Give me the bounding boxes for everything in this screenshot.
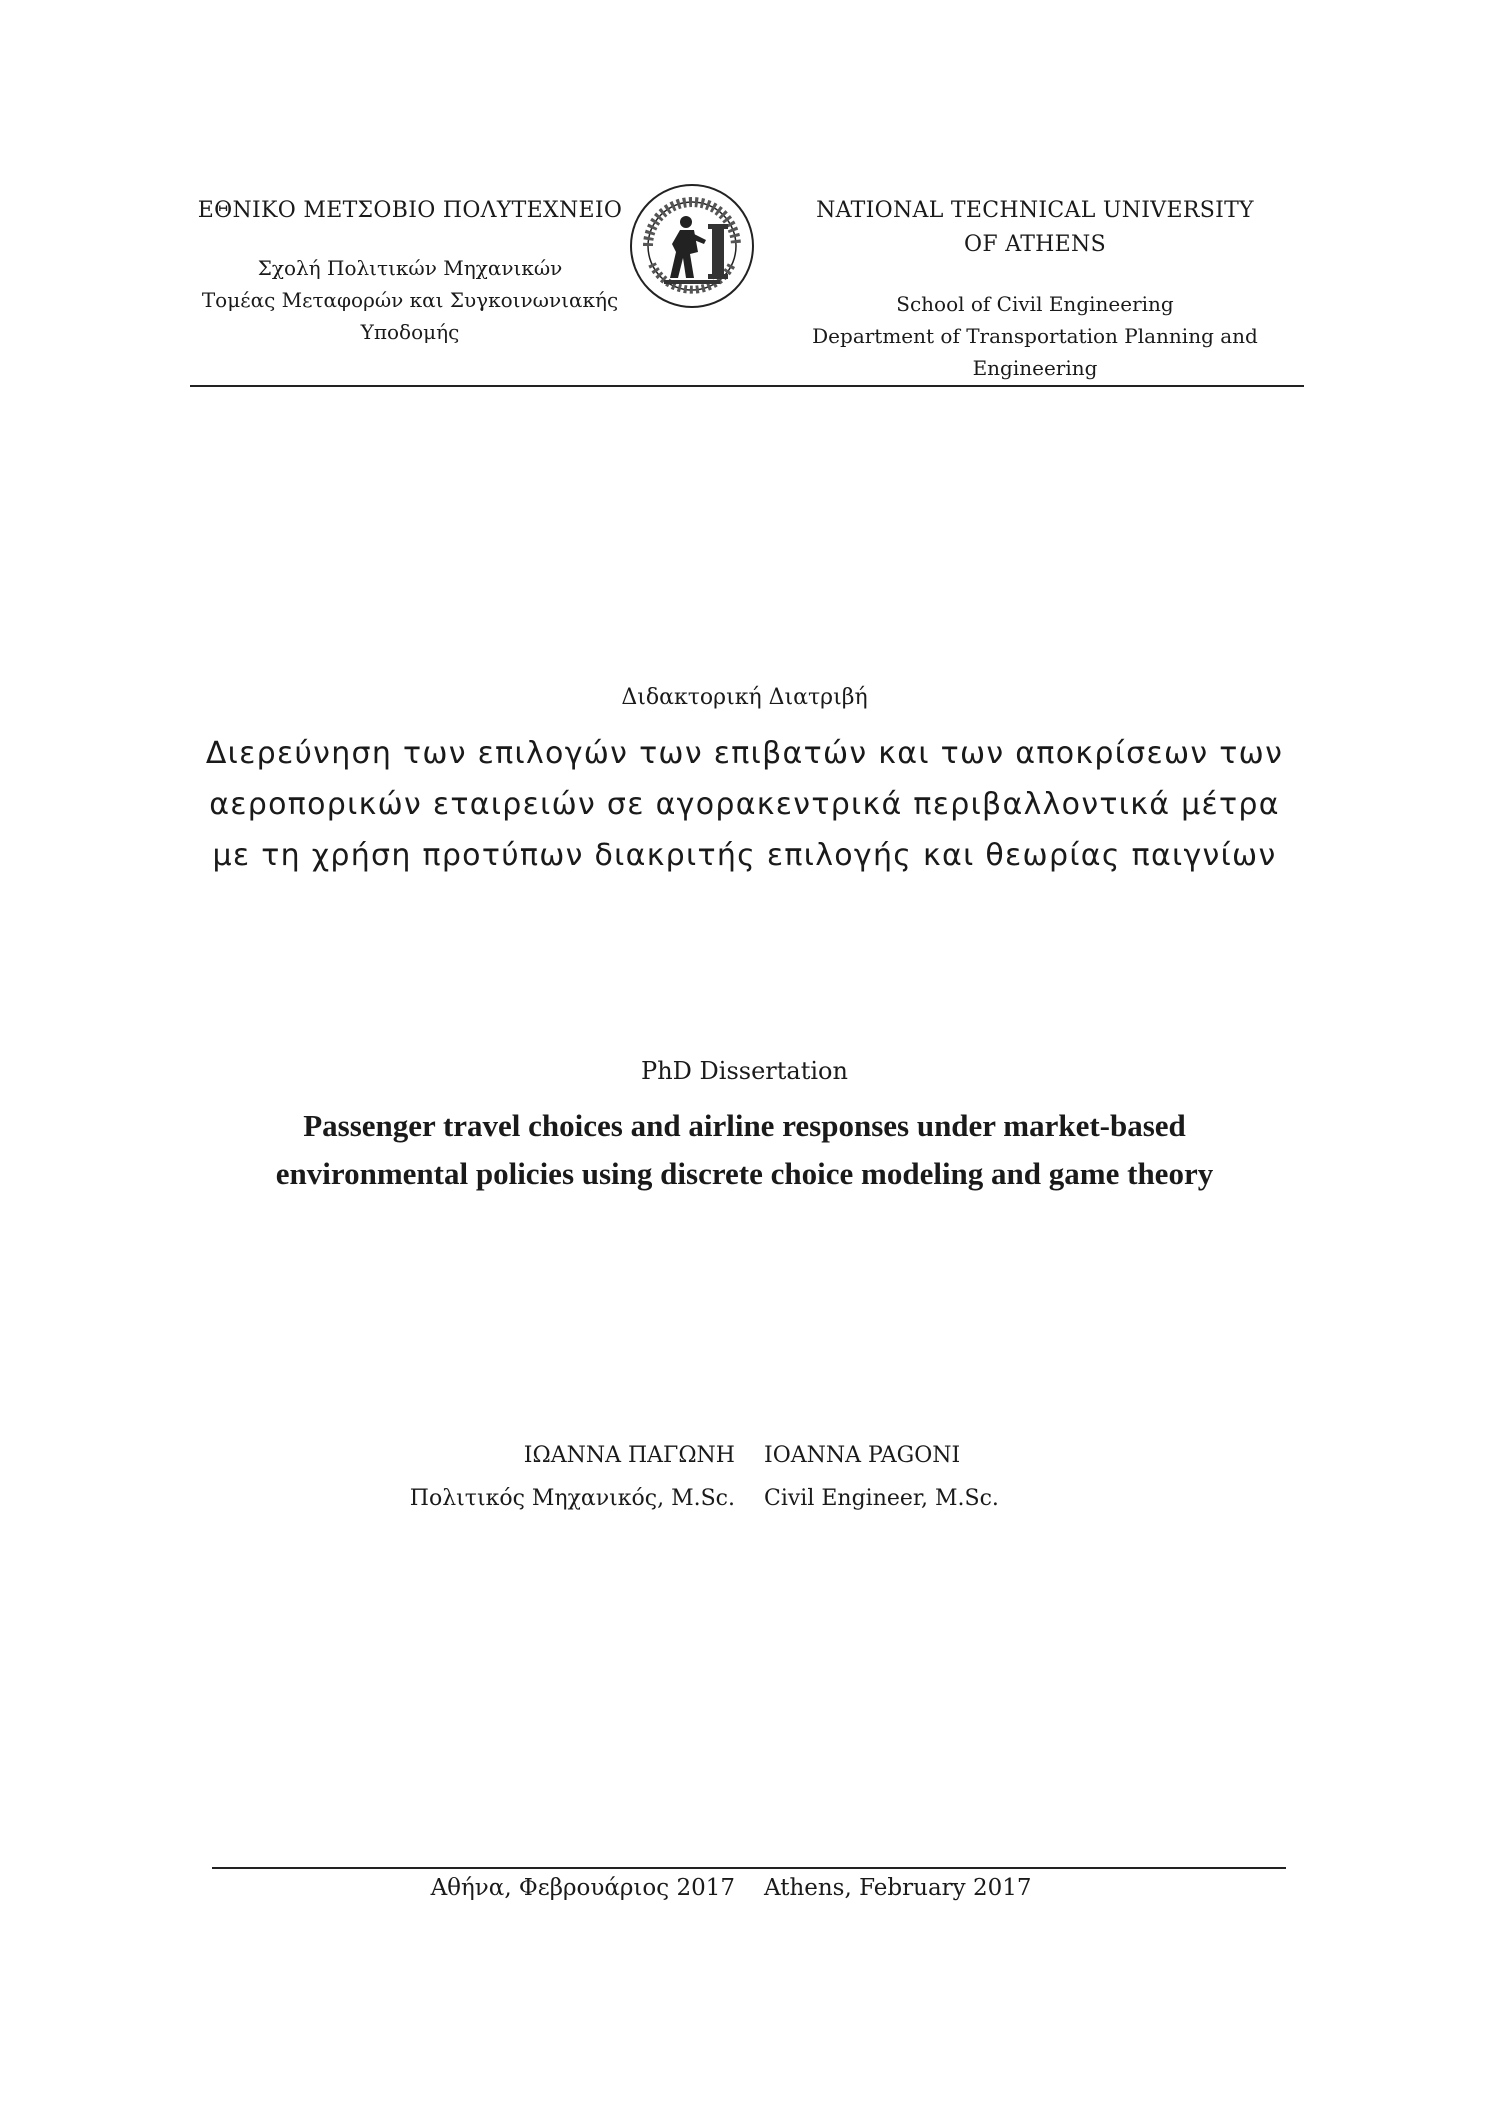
header-right: [800, 194, 1270, 384]
university-seal-icon: [628, 182, 756, 310]
header-left: [195, 194, 625, 348]
institution-name-english: NATIONAL TECHNICAL UNIVERSITY OF ATHENS: [816, 198, 1254, 257]
footer-divider: [212, 1867, 1286, 1869]
school-name-english: School of Civil Engineering: [896, 292, 1174, 316]
dissertation-title-greek: Διερεύνηση των επιλογών των επιβατών και των αποκρίσεων των αεροπορικών εταιρειών σε αγορακεντρικά περιβαλλοντικά μέτρα με τη χρήση προτύπων διακριτής επιλογής και θεωρίας παιγνίων: [205, 736, 1284, 873]
author-block-greek: [410, 1434, 735, 1520]
date-english: Athens, February 2017: [764, 1875, 1032, 1901]
document-type-english: PhD Dissertation: [641, 1057, 848, 1085]
dissertation-title-english: Passenger travel choices and airline responses under market-based environmental policies using discrete choice modeling and game theory: [275, 1108, 1214, 1191]
school-name-greek: Σχολή Πολιτικών Μηχανικών: [257, 256, 563, 280]
header-divider: [190, 385, 1304, 387]
department-name-greek: Τομέας Μεταφορών και Συγκοινωνιακής Υποδομής: [201, 288, 619, 344]
author-name-english: IOANNA PAGONI: [764, 1443, 961, 1468]
department-name-english: Department of Transportation Planning and Engineering: [812, 324, 1258, 380]
author-degree-english: Civil Engineer, M.Sc.: [764, 1486, 999, 1511]
date-greek: Αθήνα, Φεβρουάριος 2017: [430, 1875, 735, 1901]
institution-name-greek: ΕΘΝΙΚΟ ΜΕΤΣΟΒΙΟ ΠΟΛΥΤΕΧΝΕΙΟ: [197, 198, 623, 223]
author-name-greek: ΙΩΑΝΝΑ ΠΑΓΩΝΗ: [523, 1443, 735, 1468]
document-type-greek: Διδακτορική Διατριβή: [621, 685, 868, 710]
author-degree-greek: Πολιτικός Μηχανικός, M.Sc.: [409, 1486, 735, 1511]
author-block-english: [764, 1434, 999, 1520]
